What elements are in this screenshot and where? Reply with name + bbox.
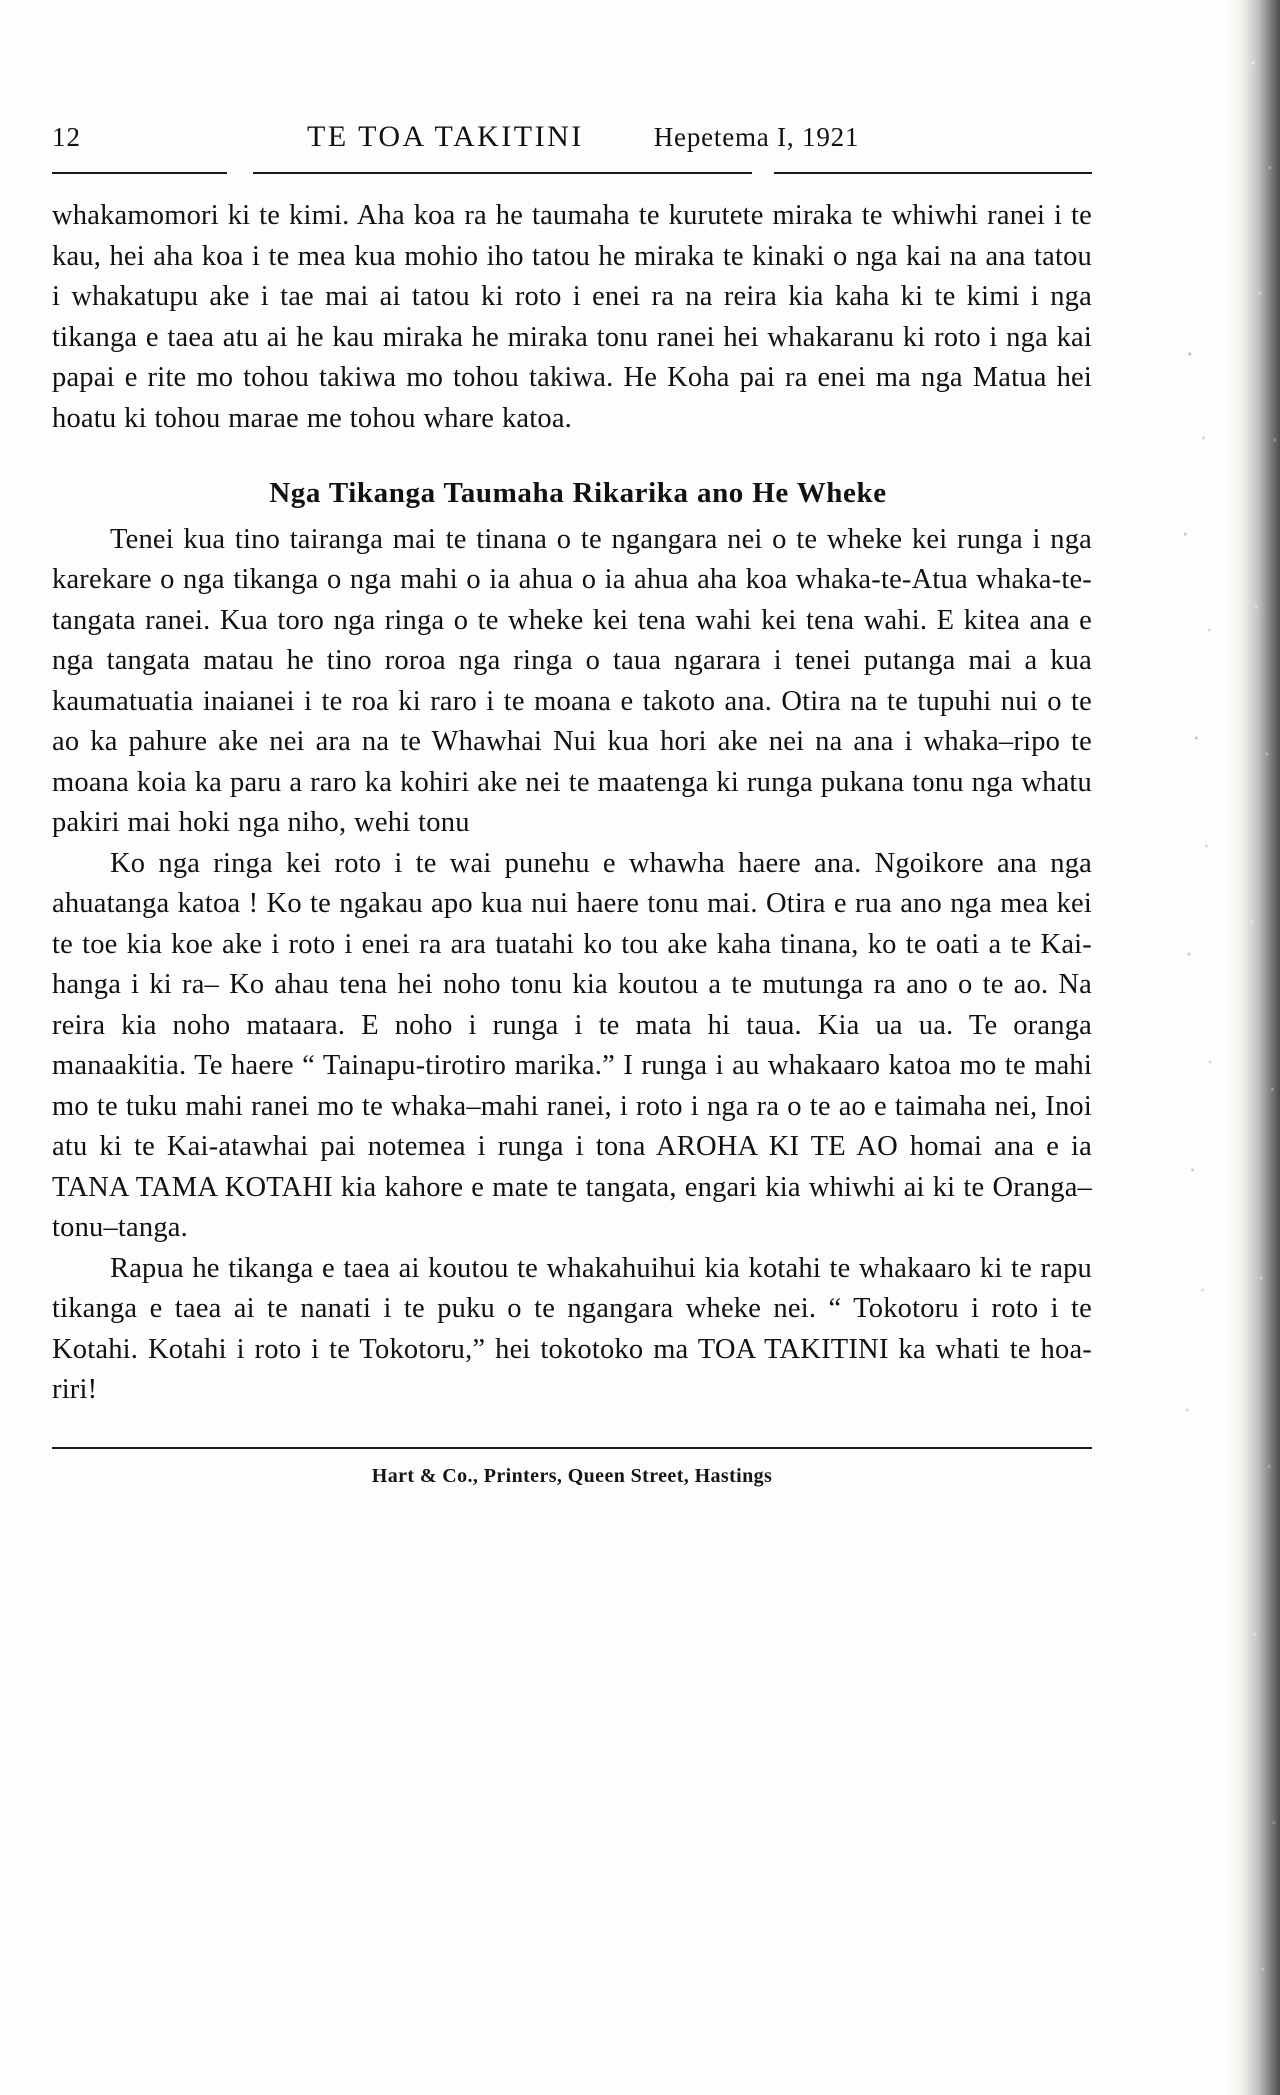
paragraph-continuation: whakamomori ki te kimi. Aha koa ra he taumaha te kurutete miraka te whiwhi ranei i te kau, hei aha koa i te mea kua mohio iho tatou he miraka te kinaki o nga kai na ana tatou i whakatupu ake i tae mai ai tatou ki roto i enei ra na reira kia kaha ki te kimi i nga tikanga e taea atu ai he kau miraka he miraka tonu ranei hei whakaranu ki roto i nga kai papai e rite mo tohou takiwa mo tohou takiwa. He Koha pai ra enei ma nga Matua hei hoatu ki tohou marae me tohou whare katoa. <box>52 200 1092 434</box>
header-rule <box>52 172 1092 174</box>
publication-title: TE TOA TAKITINI <box>307 120 584 153</box>
printer-colophon: Hart & Co., Printers, Queen Street, Hastings <box>371 1464 773 1487</box>
page-edge-shadow <box>1228 0 1280 2095</box>
page-number: 12 <box>52 122 81 152</box>
running-head <box>52 120 1092 162</box>
article-body <box>52 196 1092 1411</box>
paragraph-4: Rapua he tikanga e taea ai koutou te whakahuihui kia kotahi te whakaaro ki te rapu tikanga e taea ai te nanati i te puku o te ngangara wheke nei. “ Tokotoru i roto i te Kotahi. Kotahi i roto i te Tokotoru,” hei tokotoko ma TOA TAKITINI ka whati te hoa-riri! <box>52 1252 1092 1405</box>
paragraph-3: Ko nga ringa kei roto i te wai punehu e whawha haere ana. Ngoikore ana nga ahuatanga katoa ! Ko te ngakau apo kua nui haere tonu mai. Otira e rua ano nga mea kei te toe kia koe ake i roto i enei ra ara tuatahi ko tou ake kaha tinana, ko te oati a te Kai-hanga i ki ra– Ko ahau tena hei noho tonu kia koutou a te mutunga ra ano o te ao. Na reira kia noho mataara. E noho i runga i te mata hi taua. Kia ua ua. Te oranga manaakitia. Te haere “ Tainapu-tirotiro marika.” I runga i au whakaaro katoa mo te mahi mo te tuku mahi ranei mo te whaka–mahi ranei, i roto i nga ra o te ao e taimaha nei, Inoi atu ki te Kai-atawhai pai notemea i runga i tona AROHA KI TE AO homai ana e ia TANA TAMA KOTAHI kia kahore e mate te tangata, engari kia whiwhi ai ki te Oranga–tonu–tanga. <box>52 847 1092 1243</box>
page-edge-speckle <box>1246 0 1280 2095</box>
scan-artifact-flecks <box>1176 330 1222 1530</box>
section-heading: Nga Tikanga Taumaha Rikarika ano He Wheke <box>269 477 887 509</box>
page-content <box>52 120 1092 1488</box>
paragraph-2: Tenei kua tino tairanga mai te tinana o te ngangara nei o te wheke kei runga i nga karekare o nga tikanga o nga mahi o ia ahua o ia ahua aha koa whaka-te-Atua whaka-te-tangata ranei. Kua toro nga ringa o te wheke kei tena wahi kei tena wahi. E kitea ana e nga tangata matau he tino roroa nga ringa o taua ngarara i tenei putanga mai a kua kaumatuatia inaianei i te roa ki raro i te moana e takoto ana. Otira na te tupuhi nui o te ao ka pahure ake nei ara na te Whawhai Nui kua hori ake nei na ana i whaka–ripo te moana koia ka paru a raro ka kohiri ake nei te maatenga ki runga pukana tonu nga whatu pakiri mai hoki nga niho, wehi tonu <box>52 523 1092 838</box>
issue-date: Hepetema I, 1921 <box>653 122 860 152</box>
footer-rule <box>52 1447 1092 1449</box>
